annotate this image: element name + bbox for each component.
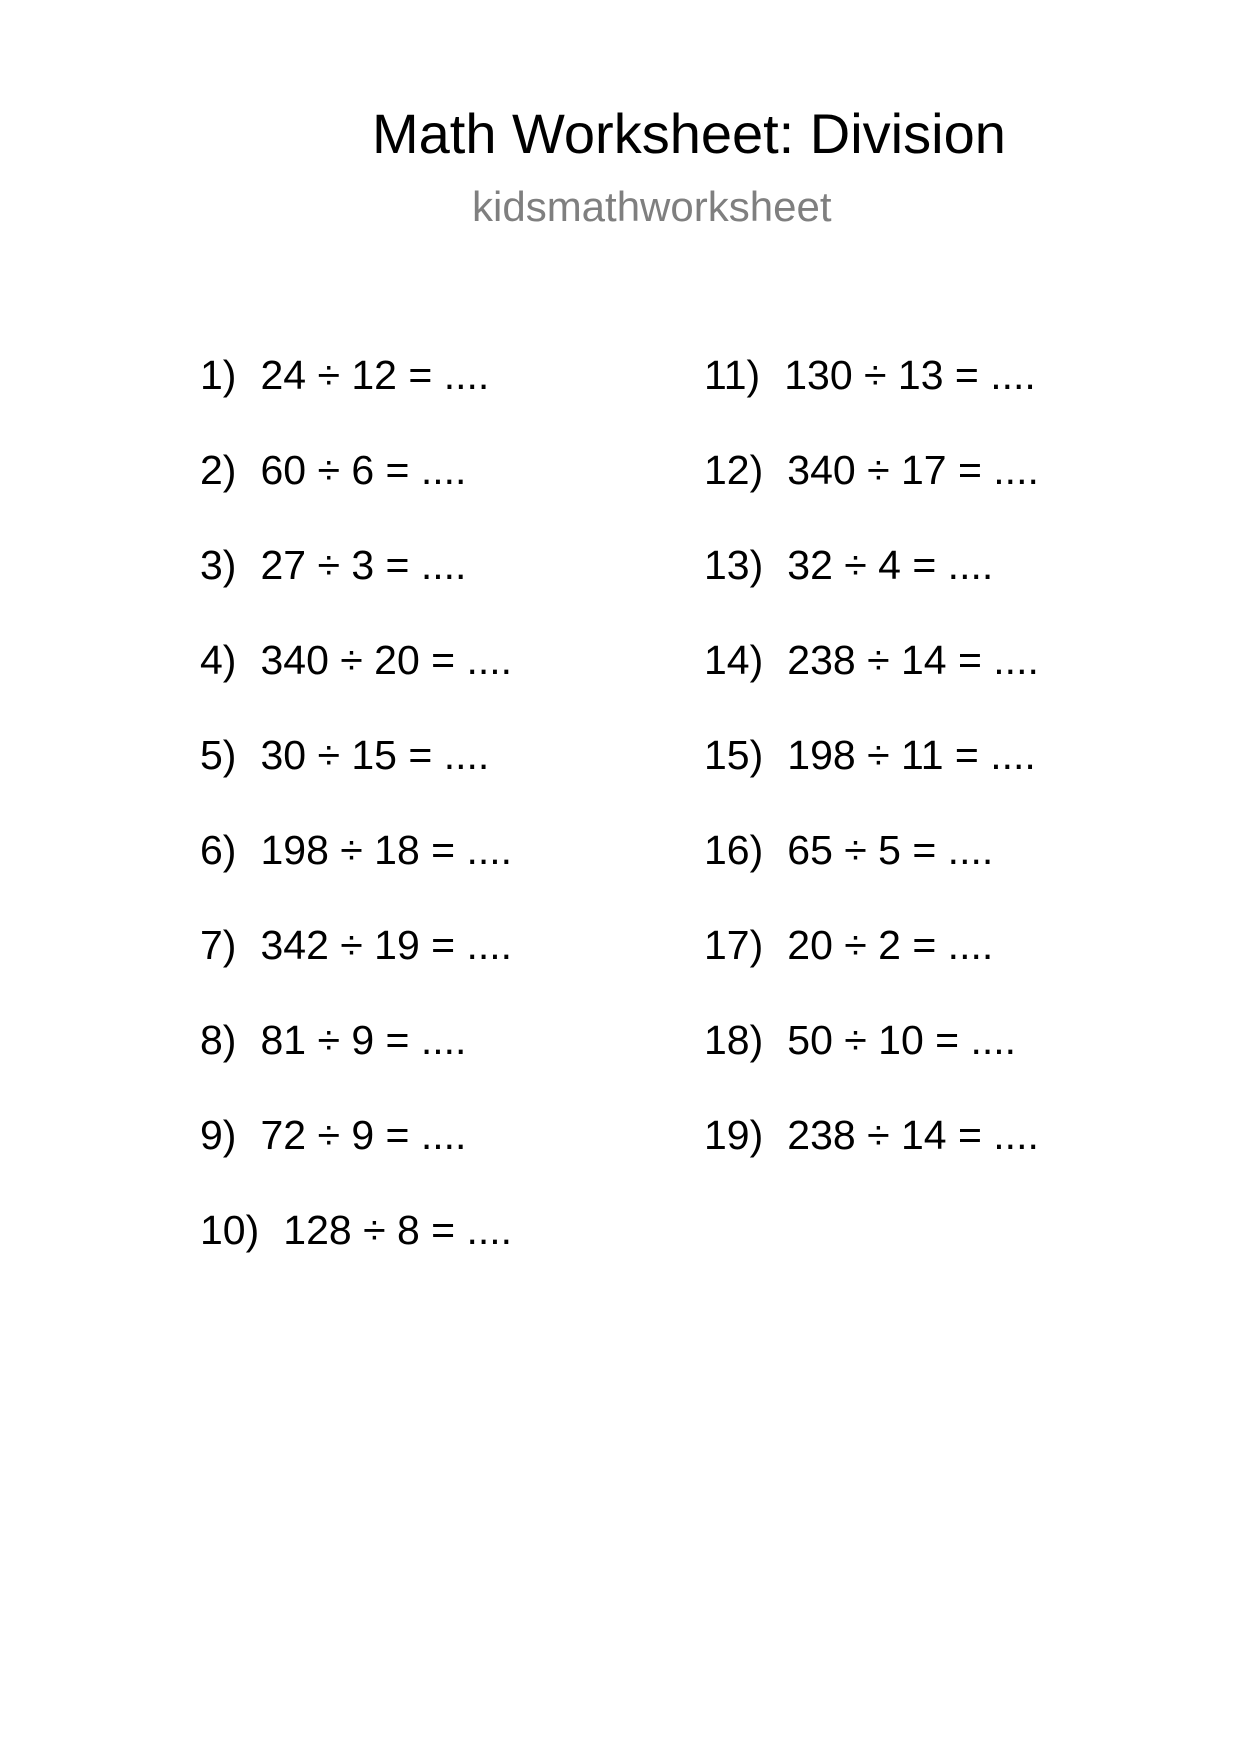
problem-item (200, 729, 512, 824)
problem-item (200, 919, 512, 1014)
problem-number: 17) (704, 922, 764, 968)
problem-expression: 50 ÷ 10 = .... (787, 1017, 1017, 1063)
problem-number: 10) (200, 1207, 260, 1253)
problem-number: 16) (704, 827, 764, 873)
problem-expression: 128 ÷ 8 = .... (283, 1207, 513, 1253)
problem-item (704, 1014, 1039, 1109)
problem-list-right (704, 349, 1039, 1204)
problem-item (200, 1014, 512, 1109)
problem-expression: 30 ÷ 15 = .... (260, 732, 490, 778)
problem-expression: 130 ÷ 13 = .... (784, 352, 1036, 398)
problem-number: 12) (704, 447, 764, 493)
problem-expression: 27 ÷ 3 = .... (260, 542, 467, 588)
problem-number: 11) (704, 352, 761, 398)
problem-expression: 198 ÷ 18 = .... (260, 827, 513, 873)
problem-number: 3) (200, 542, 237, 588)
problem-item (704, 1109, 1039, 1204)
problem-number: 8) (200, 1017, 237, 1063)
problem-item (200, 444, 512, 539)
problem-expression: 32 ÷ 4 = .... (787, 542, 994, 588)
problem-item (200, 539, 512, 634)
problem-item (704, 444, 1039, 539)
problem-expression: 198 ÷ 11 = .... (787, 732, 1036, 778)
problem-number: 15) (704, 732, 764, 778)
problem-item (704, 349, 1039, 444)
problem-item (200, 634, 512, 729)
problem-item (200, 349, 512, 444)
problem-expression: 342 ÷ 19 = .... (260, 922, 513, 968)
problem-expression: 238 ÷ 14 = .... (787, 1112, 1039, 1158)
problem-number: 4) (200, 637, 237, 683)
problem-number: 1) (200, 352, 237, 398)
problem-expression: 340 ÷ 20 = .... (260, 637, 513, 683)
problem-expression: 340 ÷ 17 = .... (787, 447, 1039, 493)
problem-number: 13) (704, 542, 764, 588)
problem-item (200, 1109, 512, 1204)
problem-number: 7) (200, 922, 237, 968)
problem-item (704, 824, 1039, 919)
problem-number: 14) (704, 637, 764, 683)
problem-number: 19) (704, 1112, 764, 1158)
problem-number: 2) (200, 447, 237, 493)
problem-expression: 20 ÷ 2 = .... (787, 922, 994, 968)
problem-item (704, 729, 1039, 824)
problem-expression: 65 ÷ 5 = .... (787, 827, 994, 873)
problem-number: 9) (200, 1112, 237, 1158)
problem-number: 6) (200, 827, 237, 873)
problem-item (704, 539, 1039, 634)
problem-list-left (200, 349, 512, 1299)
problem-expression: 81 ÷ 9 = .... (260, 1017, 467, 1063)
page-subtitle: kidsmathworksheet (472, 183, 832, 230)
problem-expression: 60 ÷ 6 = .... (260, 447, 467, 493)
problem-expression: 24 ÷ 12 = .... (260, 352, 490, 398)
problem-expression: 72 ÷ 9 = .... (260, 1112, 467, 1158)
problem-item (704, 634, 1039, 729)
page-title: Math Worksheet: Division (372, 102, 1006, 165)
problem-number: 18) (704, 1017, 764, 1063)
problem-expression: 238 ÷ 14 = .... (787, 637, 1039, 683)
problem-item (200, 824, 512, 919)
problem-number: 5) (200, 732, 237, 778)
problem-item (200, 1204, 512, 1299)
problem-item (704, 919, 1039, 1014)
